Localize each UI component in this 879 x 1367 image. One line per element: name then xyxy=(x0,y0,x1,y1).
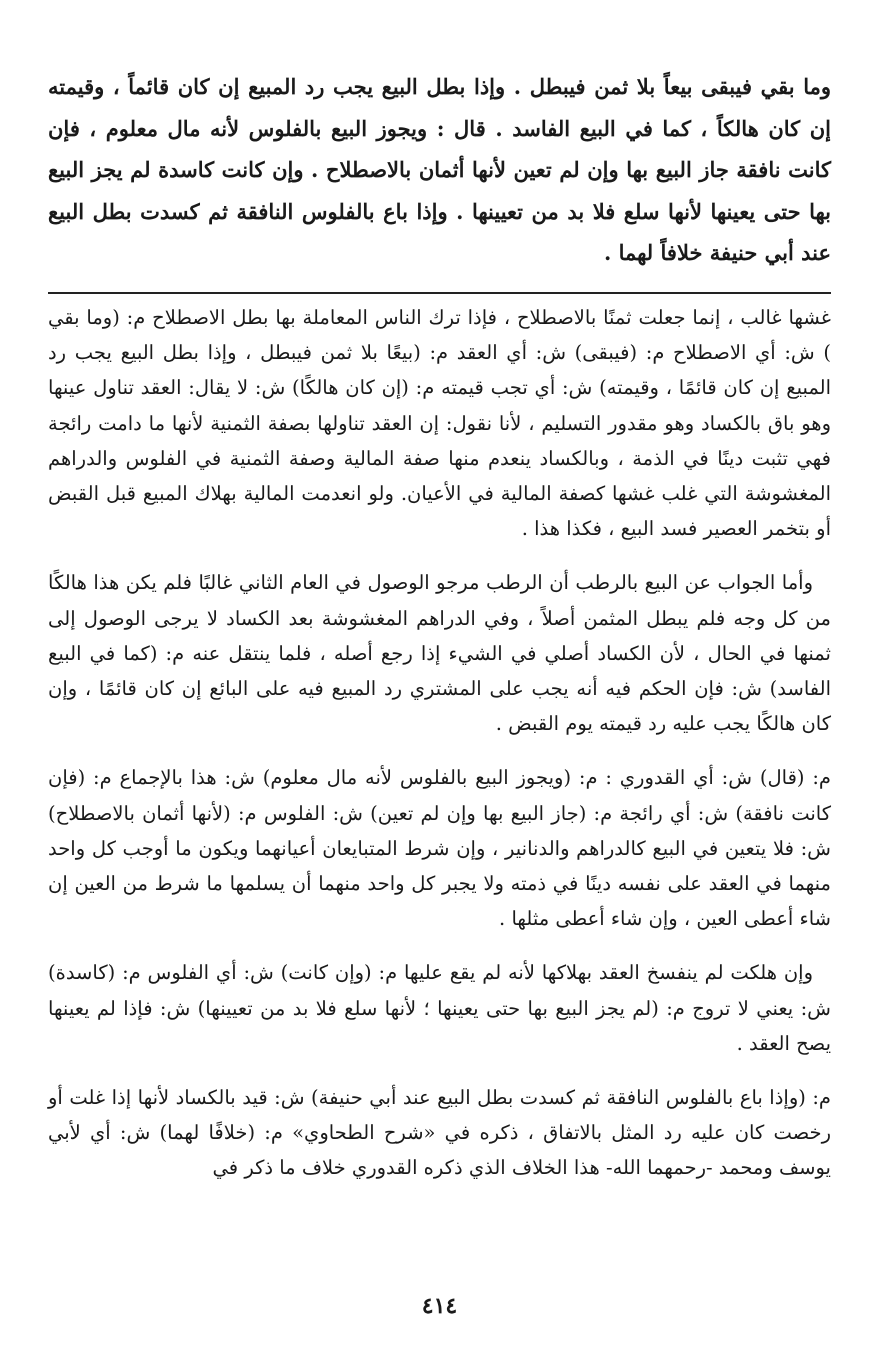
commentary xyxy=(48,300,831,1205)
commentary-paragraph: وإن هلكت لم ينفسخ العقد بهلاكها لأنه لم يقع عليها م: (وإن كانت) ش: أي الفلوس م: (كاسدة) ش: يعني لا تروج م: (لم يجز البيع بها حتى يعينها ؛ لأنها سلع فلا بد من تعيينها) ش: فإذا لم يعينها يصح العقد . xyxy=(48,961,831,1055)
commentary-paragraph: وأما الجواب عن البيع بالرطب أن الرطب مرجو الوصول في العام الثاني غالبًا فلم يكن هذا هالكًا من كل وجه فلم يبطل المثمن أصلاً ، وفي الدراهم المغشوشة بعد الكساد لا يرجى الوصول إلى ثمنها في الحال ، لأن الكساد أصلي في الشيء إذا رجع أصله ، فلما ينتقل عنه م: (كما في البيع الفاسد) ش: فإن الحكم فيه أنه يجب على المشتري رد المبيع فيه على البائع إن كان قائمًا ، وإن كان هالكًا يجب عليه رد قيمته يوم القبض . xyxy=(48,571,831,736)
commentary-paragraph: م: (قال) ش: أي القدوري : م: (ويجوز البيع بالفلوس لأنه مال معلوم) ش: هذا بالإجماع م: (فإن كانت نافقة) ش: أي رائجة م: (جاز البيع بها وإن لم تعين) ش: الفلوس م: (لأنها أثمان بالاصطلاح) ش: فلا يتعين في البيع كالدراهم والدنانير ، وإن شرط المتبايعان أعيانهما ويكون ما أوجب كل واحد منهما في العقد على نفسه دينًا في ذمته ولا يجبر كل واحد منهما أن يسلمها ما شرط من العين إن شاء أعطى العين ، وإن شاء أعطى مثلها . xyxy=(48,766,831,931)
commentary-paragraph: م: (وإذا باع بالفلوس النافقة ثم كسدت بطل البيع عند أبي حنيفة) ش: قيد بالكساد لأنها إذا غلت أو رخصت كان عليه رد المثل بالاتفاق ، ذكره في «شرح الطحاوي» م: (خلافًا لهما) ش: أي لأبي يوسف ومحمد -رحمهما الله- هذا الخلاف الذي ذكره القدوري خلاف ما ذكر في xyxy=(48,1086,831,1180)
main-text: وما بقي فيبقى بيعاً بلا ثمن فيبطل . وإذا بطل البيع يجب رد المبيع إن كان قائماً ، وقيمته إن كان هالكاً ، كما في البيع الفاسد . قال : ويجوز البيع بالفلوس لأنه مال معلوم ، فإن كانت نافقة جاز البيع بها وإن لم تعين لأنها أثمان بالاصطلاح . وإن كانت كاسدة لم يجز البيع بها حتى يعينها لأنها سلع فلا بد من تعيينها . وإذا باع بالفلوس النافقة ثم كسدت بطل البيع عند أبي حنيفة خلافاً لهما . xyxy=(48,74,831,265)
separator-rule xyxy=(48,292,831,294)
page-number: ٤١٤ xyxy=(421,1293,458,1319)
commentary-paragraph: غشها غالب ، إنما جعلت ثمنًا بالاصطلاح ، فإذا ترك الناس المعاملة بها بطل الاصطلاح م: (وما بقي ) ش: أي الاصطلاح م: (فيبقى) ش: أي العقد م: (بيعًا بلا ثمن فيبطل ، وإذا بطل البيع يجب رد المبيع إن كان قائمًا ، وقيمته) ش: أي تجب قيمته م: (إن كان هالكًا) ش: لا يقال: العقد تناول عينها وهو باق بالكساد وهو مقدور التسليم ، لأنا نقول: إن العقد تناولها بصفة الثمنية لأنها ما دامت رائجة فهي تثبت دينًا في الذمة ، وبالكساد ينعدم منها صفة المالية وصفة الثمنية في الفلوس والدراهم المغشوشة التي غلب غشها كصفة المالية في الأعيان. ولو انعدمت المالية بهلاك المبيع قبل القبض أو بتخمر العصير فسد البيع ، فكذا هذا . xyxy=(48,306,831,541)
